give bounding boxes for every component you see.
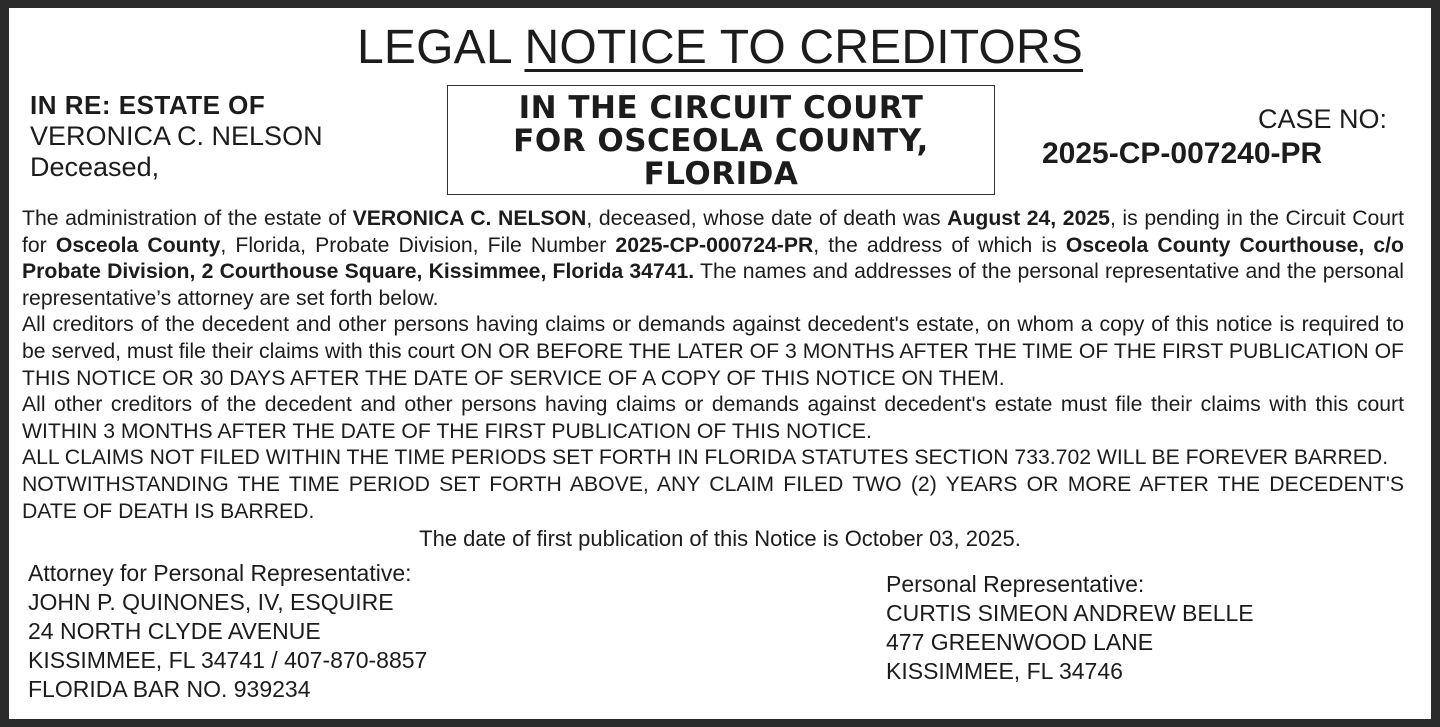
body-text: , is pending in the Circuit Court for [22,207,1404,257]
decedent-status: Deceased, [30,152,160,182]
body-text: The administration of the estate of [22,207,353,230]
attorney-name: JOHN P. QUINONES, IV, ESQUIRE [28,589,394,615]
attorney-address-1: 24 NORTH CLYDE AVENUE [28,618,321,644]
court-line-2: FOR OSCEOLA COUNTY, [513,123,929,159]
body-bold: 2025-CP-000724-PR [615,233,814,257]
body-bold: August 24, 2025 [947,207,1110,230]
publication-date: The date of first publication of this Notice is October 03, 2025. [419,526,1021,551]
representative-label: Personal Representative: [886,571,1145,597]
legal-notice [9,8,1431,719]
court-line-3: FLORIDA [643,156,799,192]
court-box [447,85,995,195]
case-label: CASE NO: [1258,104,1388,134]
body-text: The names and addresses of the personal representative and the personal representative’s attorney are set forth below. [22,260,1404,310]
body-text: , Florida, Probate Division, File Number [220,233,616,257]
decedent-name: VERONICA C. NELSON [30,121,323,151]
representative-name: CURTIS SIMEON ANDREW BELLE [886,600,1254,626]
body-text: , the address of which is [813,233,1066,257]
notice-title [9,22,1431,74]
attorney-bar-number: FLORIDA BAR NO. 939234 [28,676,311,702]
body-bold: VERONICA C. NELSON [352,207,587,230]
representative-address-1: 477 GREENWOOD LANE [886,629,1154,655]
body-paragraph-1 [22,206,1404,312]
attorney-label: Attorney for Personal Representative: [28,560,412,586]
attorney-address-2: KISSIMMEE, FL 34741 / 407-870-8857 [28,647,428,673]
body-bold: Osceola County Courthouse, c/o Probate Division, 2 Courthouse Square, Kissimmee, Florida 34741. [22,233,1405,284]
body-paragraph-5: NOTWITHSTANDING THE TIME PERIOD SET FORTH ABOVE, ANY CLAIM FILED TWO (2) YEARS OR MORE AFTER THE DECEDENT'S DATE OF DEATH IS BARRED. [22,472,1404,523]
in-re-block [30,90,323,183]
attorney-block [28,559,427,704]
title-prefix: LEGAL [356,21,525,74]
title-underlined: NOTICE TO CREDITORS [524,21,1084,74]
representative-block [886,570,1254,686]
body-paragraph-3: All other creditors of the decedent and other persons having claims or demands against decedent's estate must file their claims with this court WITHIN 3 MONTHS AFTER THE DATE OF THE FIRST PUBLICATION OF THIS NOTICE. [22,393,1404,443]
body-paragraph-2: All creditors of the decedent and other persons having claims or demands against decedent's estate, on whom a copy of this notice is required to be served, must file their claims with this court ON OR BEFORE THE LATER OF 3 MONTHS AFTER THE TIME OF THE FIRST PUBLICATION OF THIS NOTICE OR 30 DAYS AFTER THE DATE OF SERVICE OF A COPY OF THIS NOTICE ON THEM. [22,313,1404,390]
representative-address-2: KISSIMMEE, FL 34746 [886,658,1123,684]
notice-body [22,206,1404,525]
body-paragraph-4: ALL CLAIMS NOT FILED WITHIN THE TIME PERIODS SET FORTH IN FLORIDA STATUTES SECTION 733.702 WILL BE FOREVER BARRED. [22,446,1389,470]
court-line-1: IN THE CIRCUIT COURT [518,90,924,126]
body-text: , deceased, whose date of death was [586,207,948,230]
case-number: 2025-CP-007240-PR [1042,137,1323,170]
body-bold: Osceola County [55,233,221,257]
in-re-heading: IN RE: ESTATE OF [30,90,266,120]
